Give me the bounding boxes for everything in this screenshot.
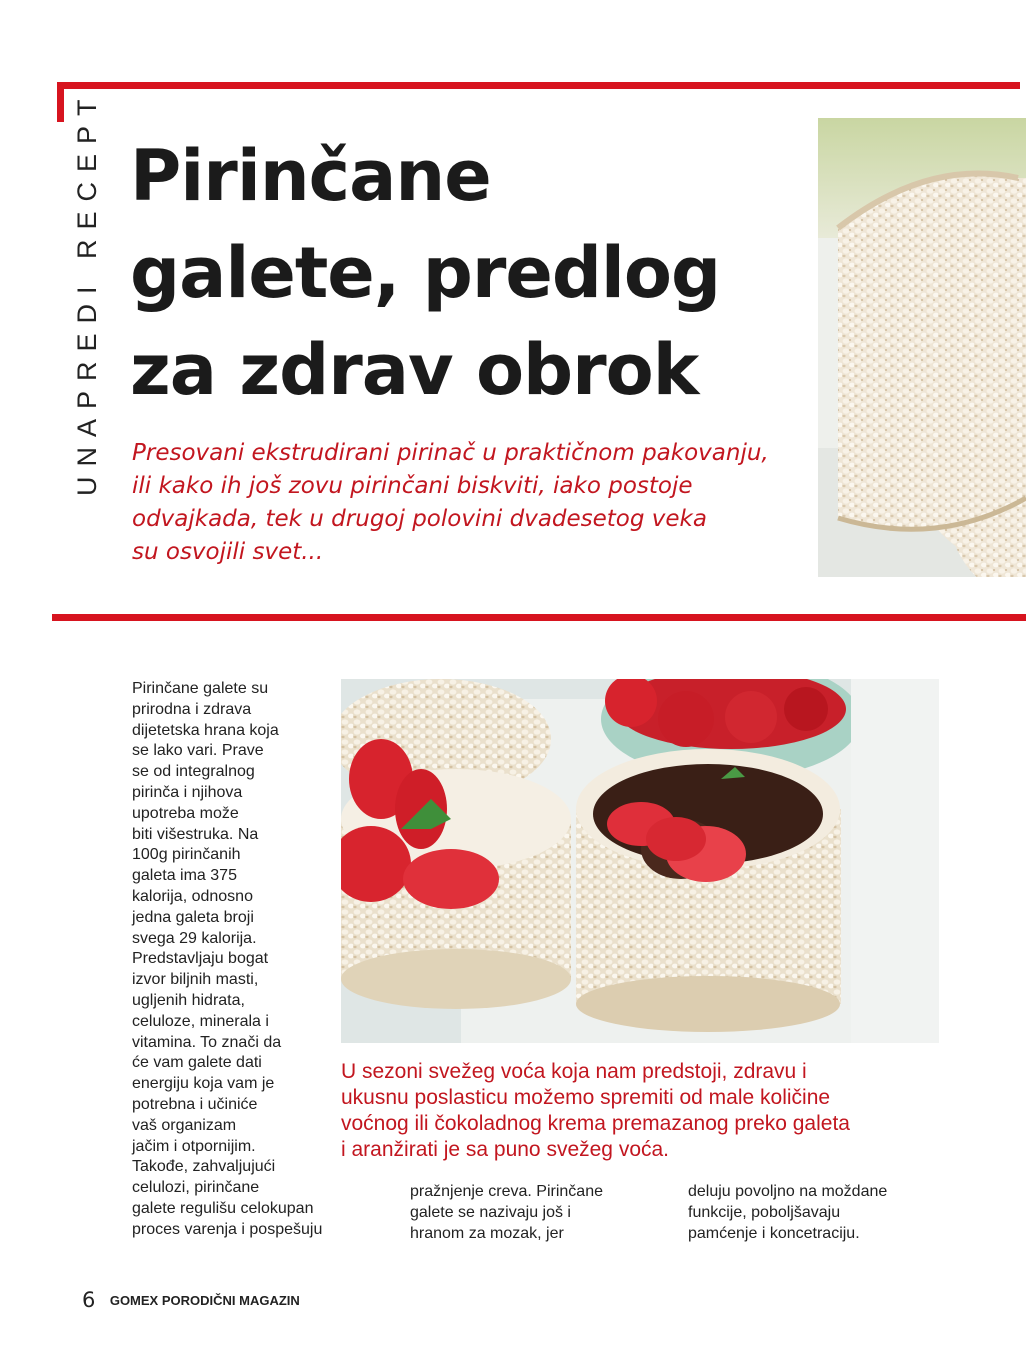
- magazine-name: GOMEX PORODIČNI MAGAZIN: [109, 1292, 300, 1308]
- body-line: će vam galete dati: [132, 1054, 262, 1072]
- rice-cakes-photo: [818, 118, 1026, 577]
- body-line: deluju povoljno na moždane: [688, 1183, 888, 1200]
- body-line: galete regulišu celokupan: [132, 1199, 314, 1217]
- body-line: pražnjenje creva. Pirinčane: [410, 1183, 603, 1200]
- body-line: se od integralnog: [132, 763, 255, 781]
- body-line: biti višestruka. Na: [132, 825, 259, 843]
- lead-line: ili kako ih još zovu pirinčani biskviti, iako postoje: [132, 473, 693, 499]
- body-line: funkcije, poboljšavaju: [688, 1203, 841, 1221]
- rice-cakes-with-strawberries-photo: [341, 679, 939, 1043]
- body-line: prirodna i zdrava: [132, 700, 252, 718]
- body-line: Predstavljaju bogat: [132, 950, 269, 968]
- section-label: UNAPREDI RECEPT: [72, 89, 102, 496]
- body-line: dijetetska hrana koja: [132, 721, 279, 739]
- title-line: za zdrav obrok: [130, 329, 699, 411]
- photo-caption: [341, 1059, 850, 1163]
- body-text-column-1: [132, 679, 322, 1241]
- lead-line: odvajkada, tek u drugoj polovini dvadesetog veka: [132, 506, 707, 532]
- caption-line: i aranžirati je sa puno svežeg voća.: [341, 1138, 670, 1161]
- body-line: Pirinčane galete su: [132, 680, 269, 697]
- caption-line: voćnog ili čokoladnog krema premazanog preko galeta: [341, 1112, 850, 1135]
- red-rule-left: [57, 82, 64, 122]
- body-text-column-3: [688, 1182, 887, 1244]
- page-number: 6: [82, 1288, 96, 1312]
- body-line: proces varenja i pospešuju: [132, 1220, 323, 1238]
- body-line: se lako vari. Prave: [132, 742, 264, 760]
- body-line: celuloze, minerala i: [132, 1012, 269, 1030]
- lead-line: Presovani ekstrudirani pirinač u praktičnom pakovanju,: [132, 440, 769, 466]
- page-footer: [82, 1288, 300, 1312]
- red-rule-bottom: [52, 614, 1026, 621]
- body-line: ugljenih hidrata,: [132, 991, 245, 1009]
- body-line: hranom za mozak, jer: [410, 1224, 564, 1242]
- lead-line: su osvojili svet...: [132, 539, 324, 565]
- lead-paragraph: [132, 437, 792, 569]
- body-line: kalorija, odnosno: [132, 887, 253, 905]
- body-line: izvor biljnih masti,: [132, 971, 259, 989]
- body-text-column-2: [410, 1182, 603, 1244]
- body-line: galeta ima 375: [132, 867, 237, 885]
- caption-line: U sezoni svežeg voća koja nam predstoji, zdravu i: [341, 1060, 807, 1083]
- body-line: celulozi, pirinčane: [132, 1179, 260, 1197]
- body-line: galete se nazivaju još i: [410, 1203, 571, 1221]
- body-line: potrebna i učiniće: [132, 1095, 258, 1113]
- body-line: upotreba može: [132, 804, 239, 822]
- body-line: jačim i otpornijim.: [132, 1137, 256, 1155]
- body-line: Takođe, zahvaljujući: [132, 1158, 276, 1176]
- body-line: vitamina. To znači da: [132, 1033, 282, 1051]
- body-line: energiju koja vam je: [132, 1075, 275, 1093]
- body-line: pirinča i njihova: [132, 783, 243, 801]
- body-line: svega 29 kalorija.: [132, 929, 257, 947]
- article-title: [130, 128, 810, 419]
- body-line: jedna galeta broji: [132, 908, 254, 926]
- title-line: galete, predlog: [130, 232, 721, 314]
- body-line: vaš organizam: [132, 1116, 237, 1134]
- caption-line: ukusnu poslasticu možemo spremiti od male količine: [341, 1086, 831, 1109]
- title-line: Pirinčane: [130, 135, 491, 217]
- body-line: pamćenje i koncetraciju.: [688, 1224, 860, 1242]
- body-line: 100g pirinčanih: [132, 846, 241, 864]
- red-rule-top: [57, 82, 1020, 89]
